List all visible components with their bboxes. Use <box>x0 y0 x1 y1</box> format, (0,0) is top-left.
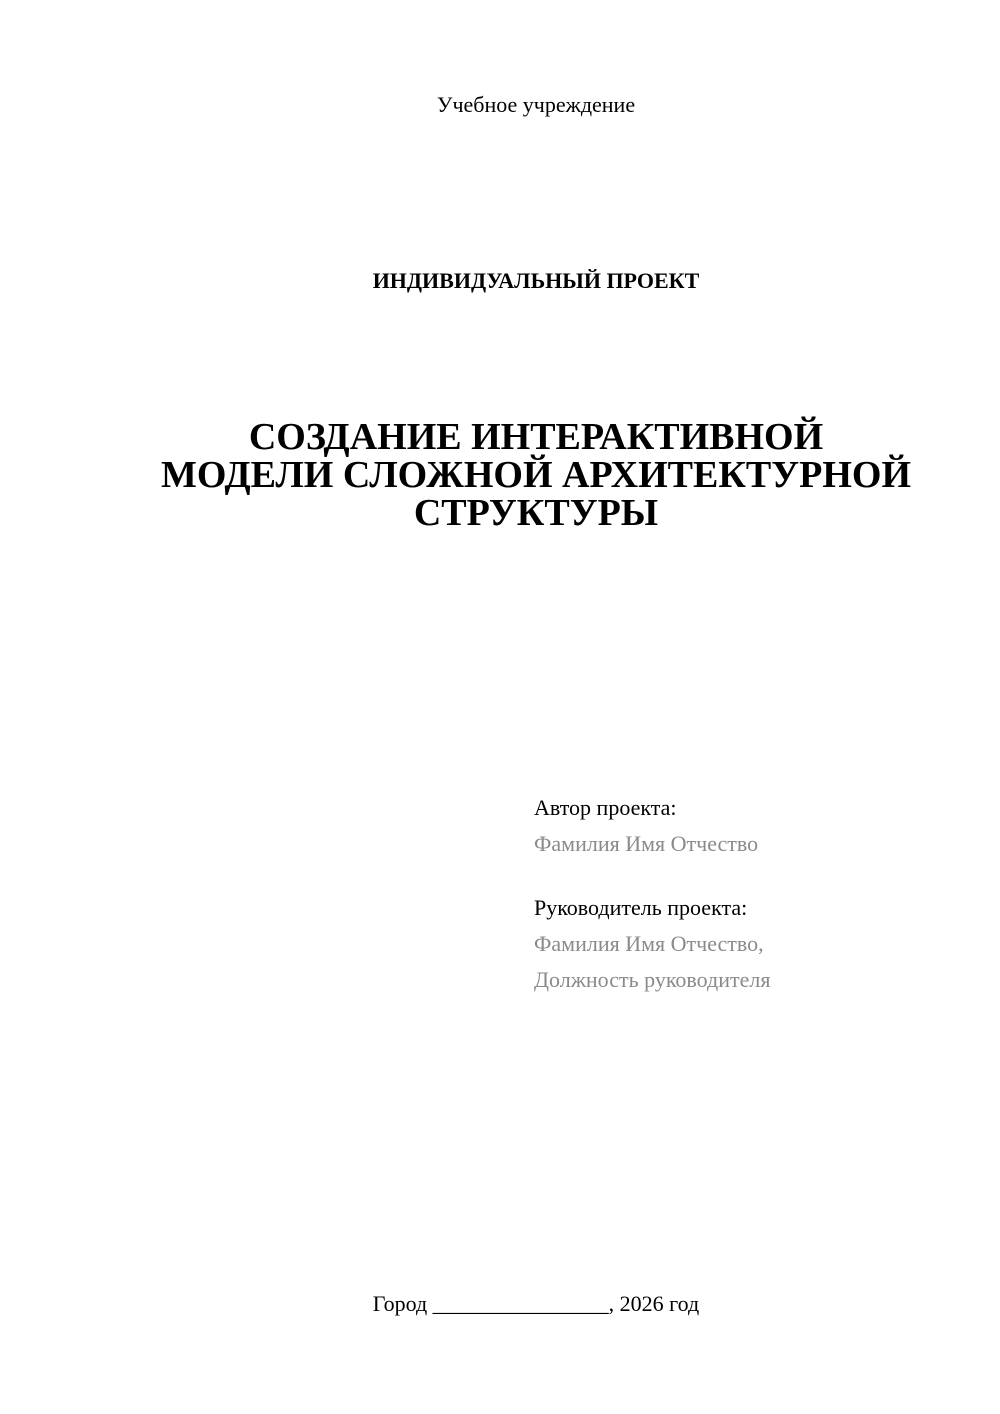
city-year-footer: Город ________________, 2026 год <box>372 1291 700 1316</box>
title-line: СТРУКТУРЫ <box>413 492 659 534</box>
author-label: Автор проекта: <box>534 795 677 820</box>
institution-name: Учебное учреждение <box>436 92 636 117</box>
supervisor-label: Руководитель проекта: <box>534 895 748 920</box>
title-line: МОДЕЛИ СЛОЖНОЙ АРХИТЕКТУРНОЙ <box>160 454 912 496</box>
title-line: СОЗДАНИЕ ИНТЕРАКТИВНОЙ <box>248 416 824 458</box>
project-info <box>534 790 974 998</box>
author-name: Фамилия Имя Отчество <box>534 831 759 856</box>
document-title <box>130 418 942 532</box>
supervisor-position: Должность руководителя <box>534 967 771 992</box>
supervisor-name: Фамилия Имя Отчество, <box>534 931 764 956</box>
document-type: ИНДИВИДУАЛЬНЫЙ ПРОЕКТ <box>372 268 700 293</box>
